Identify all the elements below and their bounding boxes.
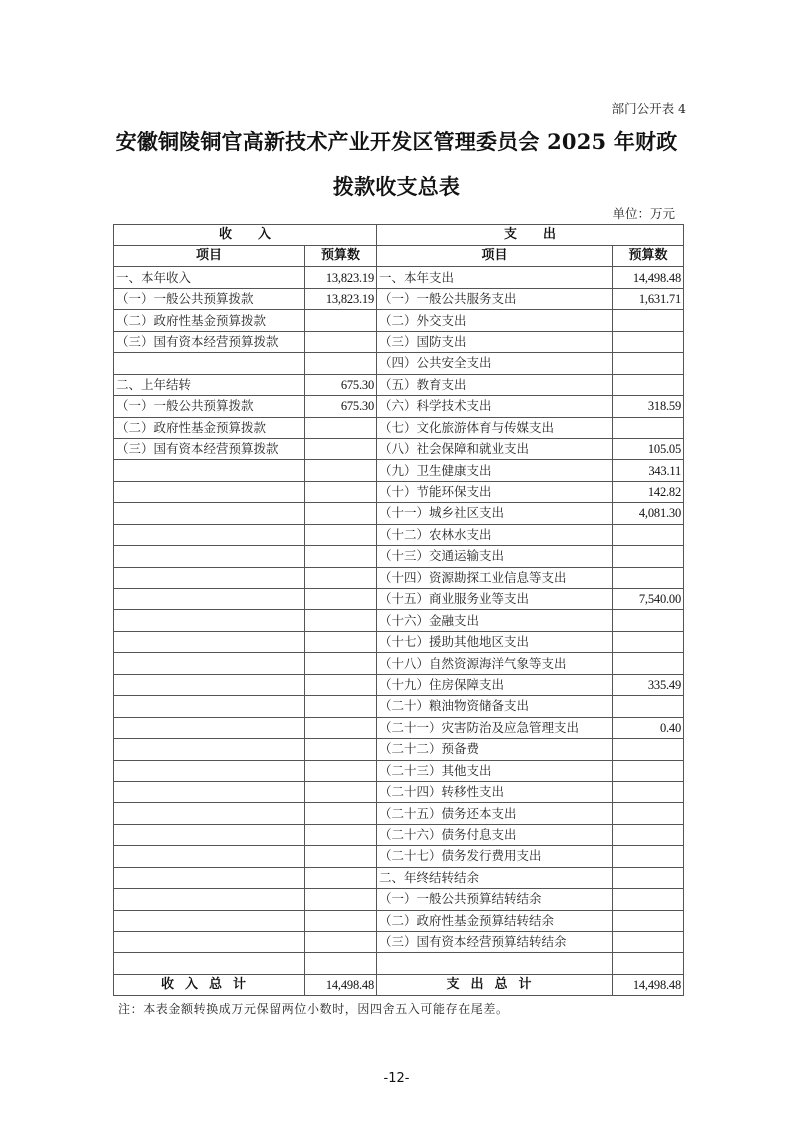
table-row [114,396,684,417]
income-budget-cell [305,932,377,953]
income-budget-cell [305,653,377,674]
income-item-cell [114,674,305,695]
expense-budget-cell: 335.49 [613,674,684,695]
income-budget-cell [305,760,377,781]
expense-budget-cell [613,760,684,781]
income-budget-cell [305,867,377,888]
expense-item-cell: （八）社会保障和就业支出 [377,438,613,459]
table-row [114,589,684,610]
expense-item-cell: （二十四）转移性支出 [377,781,613,802]
table-row [114,803,684,824]
expense-item-cell: （十八）自然资源海洋气象等支出 [377,653,613,674]
expense-item-cell: （一）一般公共服务支出 [377,288,613,309]
income-budget-cell [305,524,377,545]
income-budget-cell [305,589,377,610]
expense-section-header: 支 出 [377,225,684,246]
table-row [114,824,684,845]
expense-budget-cell [613,803,684,824]
expense-budget-cell [613,417,684,438]
expense-budget-cell [613,824,684,845]
income-item-cell [114,696,305,717]
income-item-cell [114,460,305,481]
expense-budget-cell: 14,498.48 [613,267,684,288]
expense-item-cell: （十六）金融支出 [377,610,613,631]
unit-label: 单位：万元 [612,206,675,221]
table-row [114,653,684,674]
income-item-cell [114,867,305,888]
table-row [114,889,684,910]
expense-budget-cell: 105.05 [613,438,684,459]
income-budget-cell [305,910,377,931]
income-item-cell: （二）政府性基金预算拨款 [114,417,305,438]
income-item-cell [114,760,305,781]
table-row [114,524,684,545]
expense-item-cell: （五）教育支出 [377,374,613,395]
expense-item-cell: 二、年终结转结余 [377,867,613,888]
expense-item-cell [377,953,613,974]
expense-budget-cell [613,867,684,888]
expense-budget-cell [613,310,684,331]
table-row [114,310,684,331]
income-item-cell: （三）国有资本经营预算拨款 [114,438,305,459]
budget-table [113,224,684,996]
expense-budget-cell: 7,540.00 [613,589,684,610]
table-row [114,717,684,738]
income-budget-cell [305,417,377,438]
table-row [114,331,684,352]
income-item-cell [114,781,305,802]
expense-budget-cell [613,653,684,674]
income-section-header: 收 入 [114,225,377,246]
income-item-cell [114,653,305,674]
income-budget-cell [305,631,377,652]
income-total-value: 14,498.48 [305,974,377,995]
expense-item-cell: （二）政府性基金预算结转结余 [377,910,613,931]
income-budget-cell [305,739,377,760]
footnote: 注：本表金额转换成万元保留两位小数时，因四舍五入可能存在尾差。 [118,1002,509,1016]
income-budget-cell: 13,823.19 [305,267,377,288]
expense-budget-cell [613,781,684,802]
income-item-cell [114,846,305,867]
income-item-cell [114,910,305,931]
table-row [114,481,684,502]
expense-item-cell: （十五）商业服务业等支出 [377,589,613,610]
expense-total-value: 14,498.48 [613,974,684,995]
expense-item-cell: （二十）粮油物资储备支出 [377,696,613,717]
expense-item-cell: （六）科学技术支出 [377,396,613,417]
income-budget-cell [305,953,377,974]
expense-item-cell: （二十七）债务发行费用支出 [377,846,613,867]
expense-item-cell: （二十一）灾害防治及应急管理支出 [377,717,613,738]
income-budget-cell [305,610,377,631]
page-title-line1: 安徽铜陵铜官高新技术产业开发区管理委员会 2025 年财政 [115,129,678,154]
income-budget-cell [305,438,377,459]
table-row [114,374,684,395]
table-row [114,503,684,524]
expense-item-cell: （十七）援助其他地区支出 [377,631,613,652]
income-item-cell: 二、上年结转 [114,374,305,395]
income-budget-cell [305,674,377,695]
income-item-cell [114,481,305,502]
expense-budget-cell [613,353,684,374]
expense-budget-cell [613,610,684,631]
income-budget-cell [305,889,377,910]
income-item-cell [114,739,305,760]
expense-item-cell: （七）文化旅游体育与传媒支出 [377,417,613,438]
income-budget-cell [305,803,377,824]
income-budget-cell [305,460,377,481]
expense-item-cell: 一、本年支出 [377,267,613,288]
income-item-cell [114,803,305,824]
income-item-cell [114,932,305,953]
expense-budget-cell: 0.40 [613,717,684,738]
income-budget-cell: 13,823.19 [305,288,377,309]
income-item-cell [114,503,305,524]
expense-budget-cell [613,696,684,717]
income-item-cell: （二）政府性基金预算拨款 [114,310,305,331]
expense-item-header: 项目 [377,246,613,267]
income-item-cell [114,353,305,374]
income-item-cell: 一、本年收入 [114,267,305,288]
table-row [114,910,684,931]
expense-budget-cell [613,631,684,652]
table-row [114,631,684,652]
income-budget-cell [305,481,377,502]
expense-budget-cell: 343.11 [613,460,684,481]
expense-item-cell: （四）公共安全支出 [377,353,613,374]
expense-item-cell: （十）节能环保支出 [377,481,613,502]
income-item-cell [114,717,305,738]
income-item-cell: （一）一般公共预算拨款 [114,288,305,309]
income-budget-cell: 675.30 [305,396,377,417]
table-row [114,932,684,953]
income-budget-cell [305,824,377,845]
column-header-row [114,246,684,267]
expense-budget-cell: 318.59 [613,396,684,417]
income-item-cell [114,889,305,910]
expense-budget-cell [613,846,684,867]
income-budget-cell [305,503,377,524]
table-row [114,567,684,588]
expense-total-label: 支出总计 [377,974,613,995]
income-item-cell: （一）一般公共预算拨款 [114,396,305,417]
table-row [114,739,684,760]
expense-item-cell: （二十六）债务付息支出 [377,824,613,845]
page-number: -12- [383,1071,410,1086]
table-row [114,953,684,974]
table-row [114,610,684,631]
table-row [114,781,684,802]
table-row [114,760,684,781]
expense-item-cell: （三）国防支出 [377,331,613,352]
expense-budget-cell [613,953,684,974]
income-item-cell [114,546,305,567]
expense-item-cell: （二十三）其他支出 [377,760,613,781]
expense-budget-cell [613,932,684,953]
table-row [114,867,684,888]
expense-budget-cell: 4,081.30 [613,503,684,524]
expense-budget-cell [613,910,684,931]
expense-item-cell: （二）外交支出 [377,310,613,331]
income-budget-cell [305,353,377,374]
income-budget-cell: 675.30 [305,374,377,395]
income-total-label: 收入总计 [114,974,305,995]
expense-budget-cell [613,374,684,395]
income-budget-cell [305,846,377,867]
table-row [114,846,684,867]
expense-budget-header: 预算数 [613,246,684,267]
expense-item-cell: （十二）农林水支出 [377,524,613,545]
expense-budget-cell [613,524,684,545]
expense-item-cell: （十四）资源勘探工业信息等支出 [377,567,613,588]
income-budget-cell [305,331,377,352]
table-row [114,288,684,309]
expense-item-cell: （三）国有资本经营预算结转结余 [377,932,613,953]
income-budget-cell [305,696,377,717]
expense-item-cell: （九）卫生健康支出 [377,460,613,481]
expense-budget-cell: 1,631.71 [613,288,684,309]
expense-item-cell: （二十五）债务还本支出 [377,803,613,824]
income-item-cell [114,631,305,652]
income-item-cell [114,610,305,631]
document-label: 部门公开表 4 [611,101,686,116]
totals-row [114,974,684,995]
expense-budget-cell [613,546,684,567]
table-row [114,460,684,481]
table-row [114,353,684,374]
expense-budget-cell: 142.82 [613,481,684,502]
table-row [114,546,684,567]
income-budget-cell [305,567,377,588]
table-row [114,696,684,717]
section-header-row [114,225,684,246]
expense-item-cell: （一）一般公共预算结转结余 [377,889,613,910]
income-budget-cell [305,546,377,567]
expense-budget-cell [613,567,684,588]
table-row [114,438,684,459]
income-item-cell [114,824,305,845]
income-item-cell [114,589,305,610]
table-row [114,417,684,438]
page-title-line2: 拨款收支总表 [332,174,461,199]
expense-item-cell: （十三）交通运输支出 [377,546,613,567]
expense-budget-cell [613,889,684,910]
income-budget-cell [305,310,377,331]
expense-item-cell: （二十二）预备费 [377,739,613,760]
expense-budget-cell [613,739,684,760]
income-item-cell [114,953,305,974]
income-budget-header: 预算数 [305,246,377,267]
income-item-cell [114,567,305,588]
income-item-cell [114,524,305,545]
income-budget-cell [305,781,377,802]
table-row [114,674,684,695]
expense-item-cell: （十一）城乡社区支出 [377,503,613,524]
income-item-cell: （三）国有资本经营预算拨款 [114,331,305,352]
income-budget-cell [305,717,377,738]
expense-budget-cell [613,331,684,352]
income-item-header: 项目 [114,246,305,267]
expense-item-cell: （十九）住房保障支出 [377,674,613,695]
table-row [114,267,684,288]
